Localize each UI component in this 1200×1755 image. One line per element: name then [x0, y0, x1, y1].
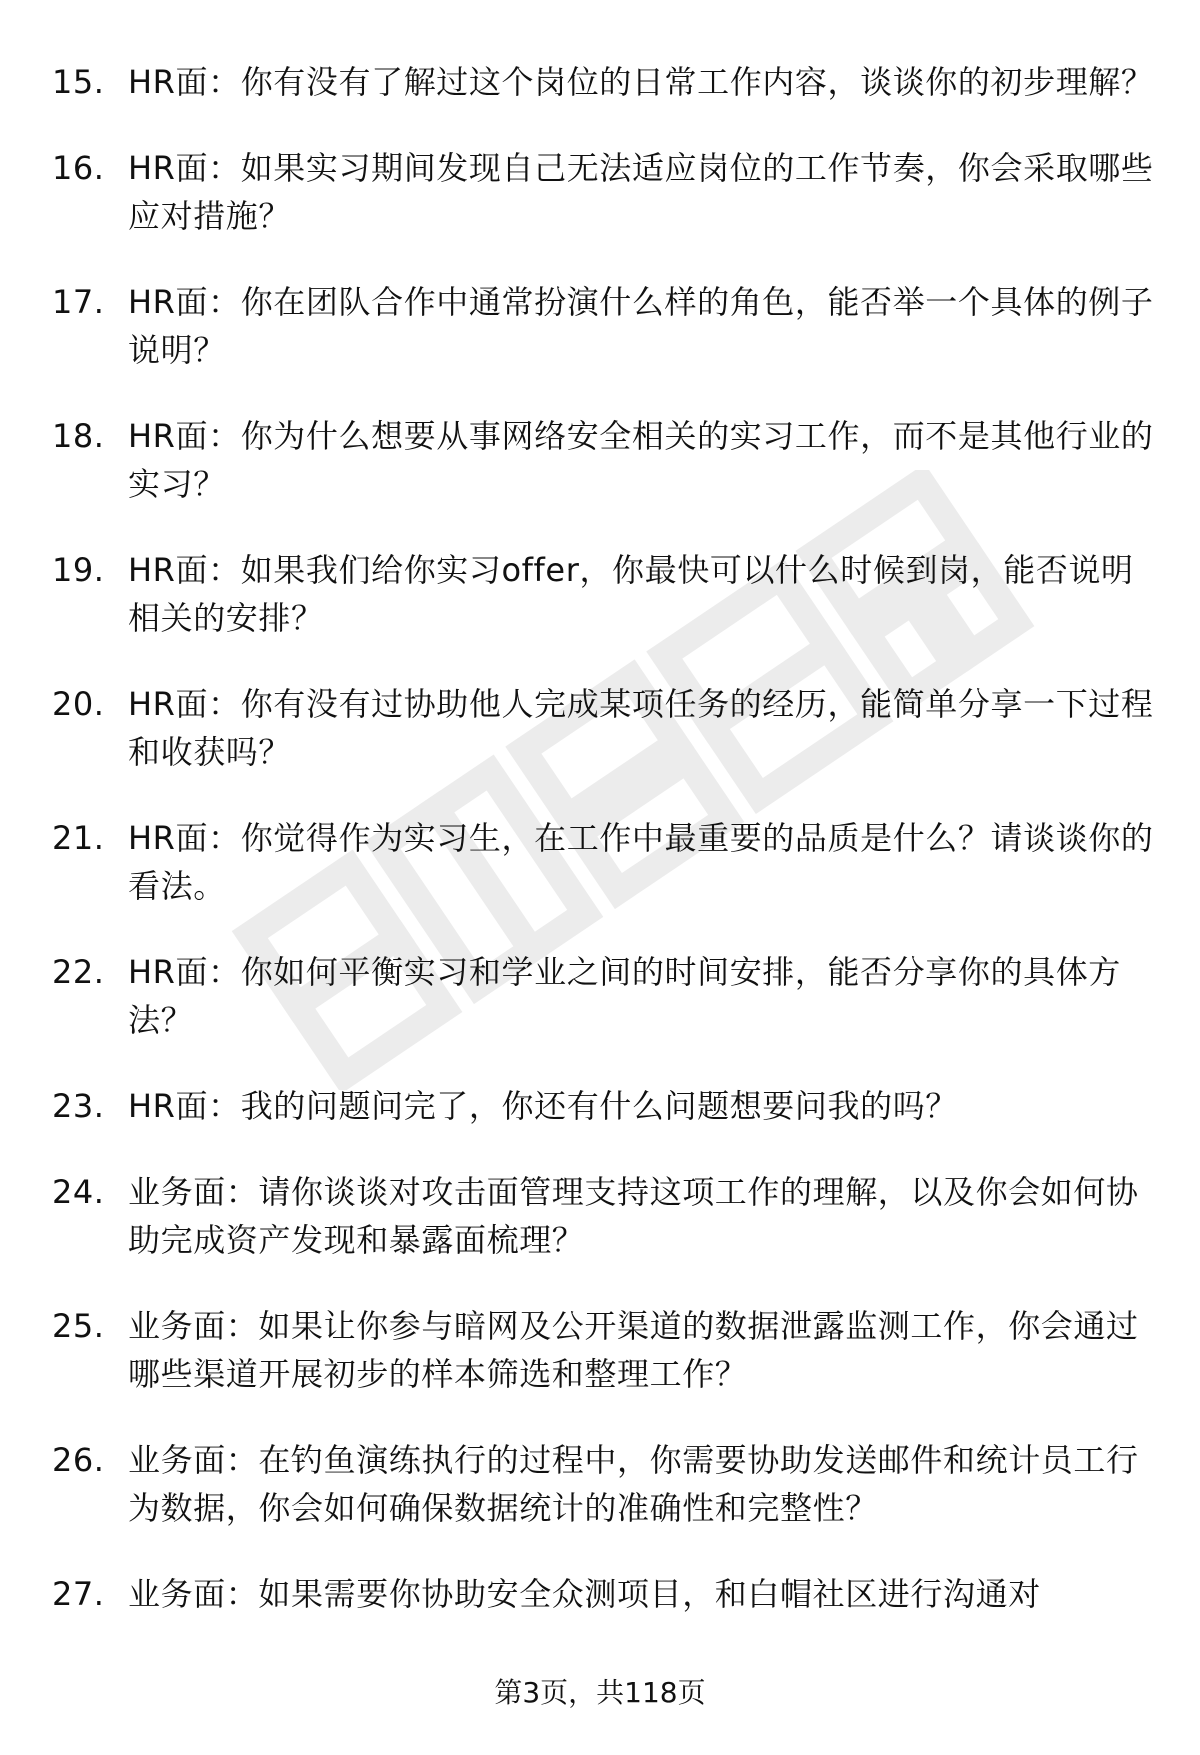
question-item [52, 948, 1162, 1044]
question-text: HR面：你为什么想要从事网络安全相关的实习工作，而不是其他行业的实习？ [128, 417, 1154, 503]
question-item [52, 814, 1162, 910]
question-text: HR面：你觉得作为实习生，在工作中最重要的品质是什么？请谈谈你的看法。 [128, 819, 1154, 905]
question-item [52, 278, 1162, 374]
page-footer: 第3页，共118页 [494, 1676, 706, 1709]
question-text: 业务面：请你谈谈对攻击面管理支持这项工作的理解，以及你会如何协助完成资产发现和暴露面梳理？ [128, 1173, 1139, 1259]
question-text: HR面：如果实习期间发现自己无法适应岗位的工作节奏，你会采取哪些应对措施？ [128, 149, 1154, 235]
question-text: HR面：你有没有了解过这个岗位的日常工作内容，谈谈你的初步理解？ [128, 63, 1154, 101]
question-item [52, 1082, 1162, 1130]
question-text: HR面：你在团队合作中通常扮演什么样的角色，能否举一个具体的例子说明？ [128, 283, 1154, 369]
question-list [52, 58, 1162, 1656]
question-item [52, 546, 1162, 642]
question-item [52, 1168, 1162, 1264]
question-number: 16. [52, 149, 105, 187]
question-number: 15. [52, 63, 105, 101]
question-number: 23. [52, 1087, 105, 1125]
question-text: HR面：你有没有过协助他人完成某项任务的经历，能简单分享一下过程和收获吗？ [128, 685, 1154, 771]
question-number: 19. [52, 551, 105, 589]
question-item [52, 58, 1162, 106]
question-number: 21. [52, 819, 105, 857]
question-item [52, 680, 1162, 776]
question-number: 26. [52, 1441, 105, 1479]
question-number: 24. [52, 1173, 105, 1211]
question-number: 27. [52, 1575, 105, 1613]
question-number: 20. [52, 685, 105, 723]
question-item [52, 1436, 1162, 1532]
question-number: 18. [52, 417, 105, 455]
question-item [52, 1570, 1162, 1618]
question-text: HR面：如果我们给你实习offer，你最快可以什么时候到岗，能否说明相关的安排？ [128, 551, 1134, 637]
question-number: 22. [52, 953, 105, 991]
question-item [52, 144, 1162, 240]
question-number: 25. [52, 1307, 105, 1345]
question-item [52, 1302, 1162, 1398]
question-text: 业务面：在钓鱼演练执行的过程中，你需要协助发送邮件和统计员工行为数据，你会如何确保数据统计的准确性和完整性？ [128, 1441, 1139, 1527]
question-text: HR面：我的问题问完了，你还有什么问题想要问我的吗？ [128, 1087, 958, 1125]
question-item [52, 412, 1162, 508]
question-text: HR面：你如何平衡实习和学业之间的时间安排，能否分享你的具体方法？ [128, 953, 1121, 1039]
question-text: 业务面：如果让你参与暗网及公开渠道的数据泄露监测工作，你会通过哪些渠道开展初步的样本筛选和整理工作？ [128, 1307, 1139, 1393]
question-number: 17. [52, 283, 105, 321]
question-text: 业务面：如果需要你协助安全众测项目，和白帽社区进行沟通对 [128, 1575, 1041, 1613]
